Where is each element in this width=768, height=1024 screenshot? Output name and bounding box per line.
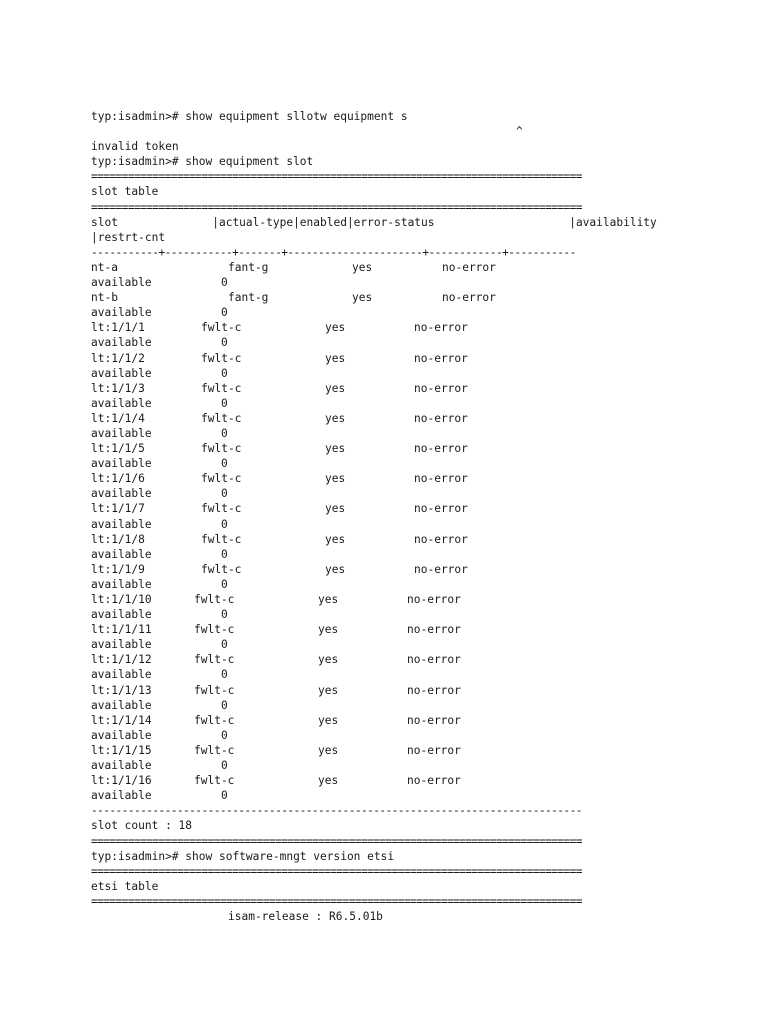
restart-count: 0 bbox=[221, 366, 228, 380]
actual-type: fwlt-c bbox=[201, 532, 242, 546]
actual-type: fwlt-c bbox=[201, 562, 242, 576]
availability-value: available bbox=[91, 457, 152, 471]
slot-name: nt-a bbox=[91, 260, 118, 274]
actual-type: fant-g bbox=[228, 260, 269, 274]
table-row-continued bbox=[91, 698, 691, 713]
enabled-value: yes bbox=[325, 532, 346, 546]
separator-rule: ================================================================================ bbox=[91, 834, 582, 848]
table-row bbox=[91, 532, 691, 547]
slot-name: lt:1/1/14 bbox=[91, 713, 152, 727]
separator-rule: ================================================================================ bbox=[91, 170, 582, 184]
table-row-continued bbox=[91, 396, 691, 411]
availability-value: available bbox=[91, 366, 152, 380]
table-row bbox=[91, 743, 691, 758]
error-caret-line bbox=[91, 124, 691, 139]
command-text: typ:isadmin># show equipment slot bbox=[91, 155, 314, 169]
availability-value: available bbox=[91, 547, 152, 561]
error-status: no-error bbox=[407, 743, 461, 757]
table-row-continued bbox=[91, 366, 691, 381]
isam-release: isam-release : R6.5.01b bbox=[228, 909, 383, 923]
slot-name: lt:1/1/1 bbox=[91, 321, 145, 335]
error-status: no-error bbox=[407, 683, 461, 697]
command-line bbox=[91, 109, 691, 124]
actual-type: fwlt-c bbox=[194, 593, 235, 606]
enabled-value: yes bbox=[325, 442, 346, 456]
table-row-continued bbox=[91, 305, 691, 320]
enabled-value: yes bbox=[318, 653, 339, 667]
availability-value: available bbox=[91, 517, 152, 531]
slot-name: lt:1/1/7 bbox=[91, 502, 145, 516]
error-caret: ^ bbox=[516, 125, 523, 139]
command-line bbox=[91, 849, 691, 864]
enabled-value: yes bbox=[318, 743, 339, 757]
slot-name: lt:1/1/12 bbox=[91, 653, 152, 667]
table-row-continued bbox=[91, 728, 691, 743]
table-row-continued bbox=[91, 335, 691, 350]
availability-value: available bbox=[91, 608, 152, 622]
availability-value: available bbox=[91, 306, 152, 320]
enabled-value: yes bbox=[318, 683, 339, 697]
table-row bbox=[91, 773, 691, 788]
table-row bbox=[91, 411, 691, 426]
table-row bbox=[91, 471, 691, 486]
table-row-continued bbox=[91, 517, 691, 532]
error-status: no-error bbox=[407, 774, 461, 788]
slot-name: lt:1/1/4 bbox=[91, 411, 145, 425]
command-line bbox=[91, 154, 691, 169]
enabled-value: yes bbox=[318, 593, 339, 606]
slot-rows bbox=[91, 260, 691, 803]
actual-type: fwlt-c bbox=[194, 743, 235, 757]
actual-type: fwlt-c bbox=[201, 411, 242, 425]
release-line bbox=[91, 909, 691, 924]
restart-count: 0 bbox=[221, 547, 228, 561]
slot-name: lt:1/1/13 bbox=[91, 683, 152, 697]
table-row bbox=[91, 441, 691, 456]
enabled-value: yes bbox=[325, 351, 346, 365]
table-row bbox=[91, 351, 691, 366]
slot-name: lt:1/1/6 bbox=[91, 472, 145, 486]
error-status: no-error bbox=[442, 291, 496, 305]
table-row bbox=[91, 622, 691, 637]
error-status: no-error bbox=[414, 562, 468, 576]
error-status: no-error bbox=[414, 381, 468, 395]
slot-name: nt-b bbox=[91, 291, 118, 305]
slot-name: lt:1/1/2 bbox=[91, 351, 145, 365]
slot-name: lt:1/1/8 bbox=[91, 532, 145, 546]
availability-value: available bbox=[91, 426, 152, 440]
availability-value: available bbox=[91, 276, 152, 290]
table-row bbox=[91, 501, 691, 516]
restart-count: 0 bbox=[221, 396, 228, 410]
restart-count: 0 bbox=[221, 728, 228, 742]
etsi-table-title: etsi table bbox=[91, 879, 159, 893]
table-row-continued bbox=[91, 667, 691, 682]
restart-count: 0 bbox=[221, 759, 228, 773]
enabled-value: yes bbox=[352, 260, 373, 274]
slot-name: lt:1/1/15 bbox=[91, 743, 152, 757]
restart-count: 0 bbox=[221, 577, 228, 591]
availability-value: available bbox=[91, 728, 152, 742]
restart-count: 0 bbox=[221, 487, 228, 501]
restart-count: 0 bbox=[221, 789, 228, 803]
restart-count: 0 bbox=[221, 426, 228, 440]
error-status: no-error bbox=[407, 653, 461, 667]
availability-value: available bbox=[91, 789, 152, 803]
separator-rule: ================================================================================ bbox=[91, 864, 582, 878]
restart-count: 0 bbox=[221, 698, 228, 712]
table-row-continued bbox=[91, 758, 691, 773]
actual-type: fant-g bbox=[228, 291, 269, 305]
error-status: no-error bbox=[414, 532, 468, 546]
table-header-continued: |restrt-cnt bbox=[91, 230, 166, 244]
enabled-value: yes bbox=[318, 713, 339, 727]
table-row bbox=[91, 652, 691, 667]
availability-value: available bbox=[91, 638, 152, 652]
table-row bbox=[91, 562, 691, 577]
error-status: no-error bbox=[407, 713, 461, 727]
table-row-continued bbox=[91, 607, 691, 622]
table-row-continued bbox=[91, 275, 691, 290]
availability-value: available bbox=[91, 698, 152, 712]
header-separator: -----------+-----------+-------+----------------------+------------+----------- bbox=[91, 245, 576, 259]
restart-count: 0 bbox=[221, 336, 228, 350]
table-row bbox=[91, 592, 691, 607]
separator-rule: ================================================================================ bbox=[91, 200, 582, 214]
separator-rule: -------------------------------------------------------------------------------- bbox=[91, 804, 582, 818]
error-status: no-error bbox=[414, 472, 468, 486]
enabled-value: yes bbox=[325, 321, 346, 335]
error-status: no-error bbox=[414, 502, 468, 516]
enabled-value: yes bbox=[325, 502, 346, 516]
actual-type: fwlt-c bbox=[201, 442, 242, 456]
availability-value: available bbox=[91, 396, 152, 410]
command-text: typ:isadmin># show equipment sllotw equipment s bbox=[91, 110, 408, 123]
restart-count: 0 bbox=[221, 638, 228, 652]
error-status: no-error bbox=[407, 623, 461, 637]
table-row bbox=[91, 381, 691, 396]
enabled-value: yes bbox=[318, 623, 339, 637]
error-message: invalid token bbox=[91, 140, 179, 154]
restart-count: 0 bbox=[221, 276, 228, 290]
actual-type: fwlt-c bbox=[201, 381, 242, 395]
availability-value: available bbox=[91, 487, 152, 501]
terminal-output bbox=[91, 109, 691, 924]
command-text: typ:isadmin># show software-mngt version etsi bbox=[91, 849, 395, 863]
actual-type: fwlt-c bbox=[201, 472, 242, 486]
slot-name: lt:1/1/11 bbox=[91, 623, 152, 637]
actual-type: fwlt-c bbox=[201, 502, 242, 516]
error-status: no-error bbox=[407, 593, 461, 606]
table-row-continued bbox=[91, 426, 691, 441]
table-row bbox=[91, 320, 691, 335]
table-row-continued bbox=[91, 577, 691, 592]
table-row-continued bbox=[91, 788, 691, 803]
table-row bbox=[91, 290, 691, 305]
error-status: no-error bbox=[442, 260, 496, 274]
error-status: no-error bbox=[414, 321, 468, 335]
slot-name: lt:1/1/3 bbox=[91, 381, 145, 395]
slot-name: lt:1/1/16 bbox=[91, 774, 152, 788]
slot-name: lt:1/1/10 bbox=[91, 593, 152, 606]
table-row-continued bbox=[91, 637, 691, 652]
restart-count: 0 bbox=[221, 517, 228, 531]
enabled-value: yes bbox=[325, 472, 346, 486]
availability-value: available bbox=[91, 336, 152, 350]
actual-type: fwlt-c bbox=[194, 713, 235, 727]
enabled-value: yes bbox=[318, 774, 339, 788]
separator-rule: ================================================================================ bbox=[91, 894, 582, 908]
slot-name: lt:1/1/9 bbox=[91, 562, 145, 576]
slot-name: lt:1/1/5 bbox=[91, 442, 145, 456]
table-row bbox=[91, 713, 691, 728]
actual-type: fwlt-c bbox=[201, 321, 242, 335]
enabled-value: yes bbox=[352, 291, 373, 305]
error-status: no-error bbox=[414, 351, 468, 365]
restart-count: 0 bbox=[221, 457, 228, 471]
table-row-continued bbox=[91, 486, 691, 501]
error-status: no-error bbox=[414, 411, 468, 425]
table-header: slot |actual-type|enabled|error-status |availability bbox=[91, 215, 657, 229]
table-row bbox=[91, 260, 691, 275]
restart-count: 0 bbox=[221, 668, 228, 682]
availability-value: available bbox=[91, 668, 152, 682]
table-row-continued bbox=[91, 456, 691, 471]
enabled-value: yes bbox=[325, 381, 346, 395]
actual-type: fwlt-c bbox=[194, 623, 235, 637]
restart-count: 0 bbox=[221, 306, 228, 320]
restart-count: 0 bbox=[221, 608, 228, 622]
slot-count: slot count : 18 bbox=[91, 819, 193, 833]
enabled-value: yes bbox=[325, 411, 346, 425]
actual-type: fwlt-c bbox=[194, 653, 235, 667]
actual-type: fwlt-c bbox=[194, 774, 235, 788]
availability-value: available bbox=[91, 577, 152, 591]
availability-value: available bbox=[91, 759, 152, 773]
table-row bbox=[91, 683, 691, 698]
error-status: no-error bbox=[414, 442, 468, 456]
table-title: slot table bbox=[91, 185, 159, 199]
actual-type: fwlt-c bbox=[194, 683, 235, 697]
enabled-value: yes bbox=[325, 562, 346, 576]
table-row-continued bbox=[91, 547, 691, 562]
actual-type: fwlt-c bbox=[201, 351, 242, 365]
